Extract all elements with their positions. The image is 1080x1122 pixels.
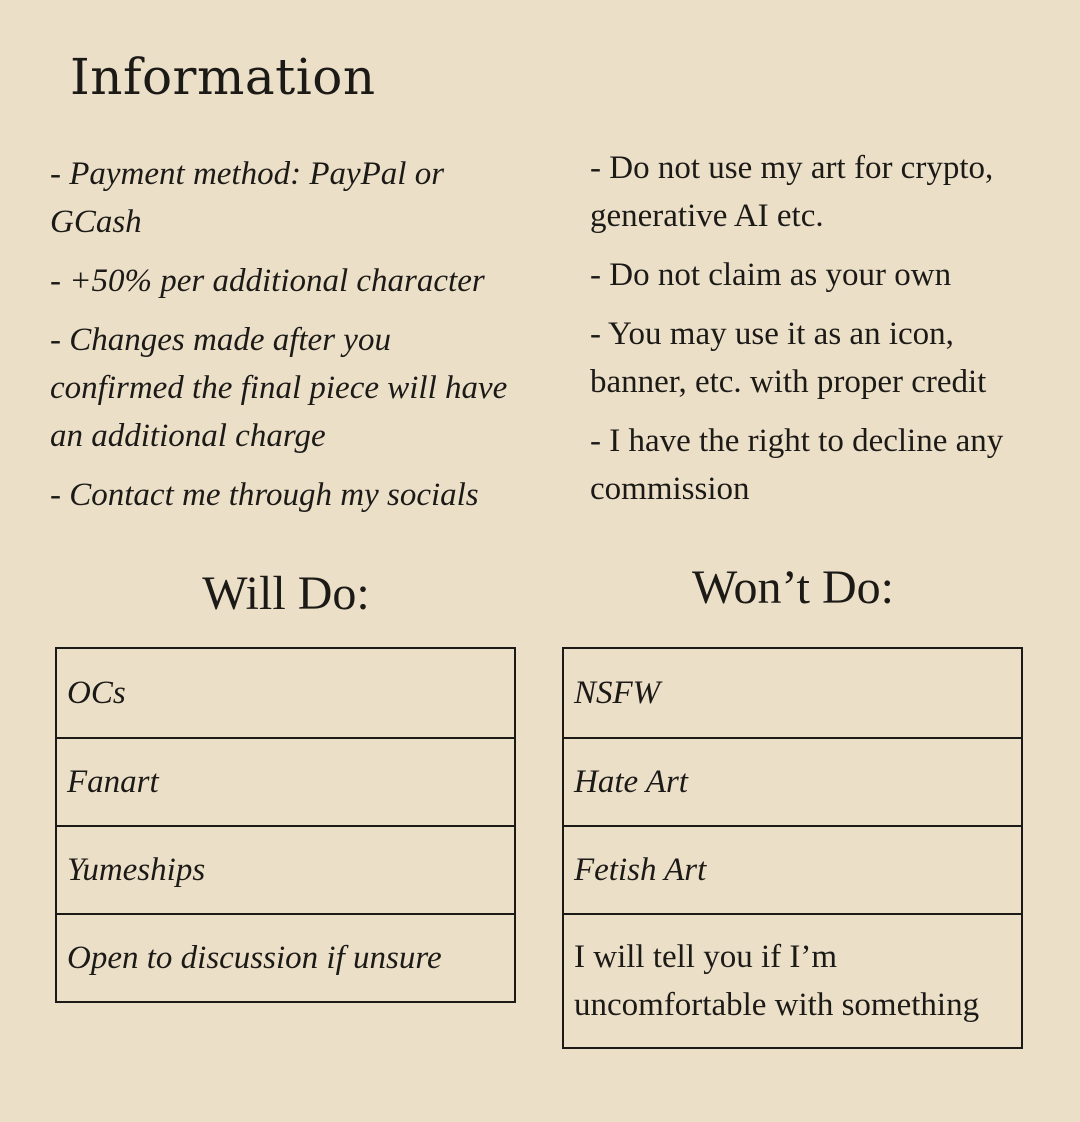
note-additional-character: - +50% per additional character: [50, 263, 485, 299]
will-do-item: OCs: [67, 675, 126, 711]
note-no-claiming: - Do not claim as your own: [590, 257, 952, 293]
note-right-to-decline: - I have the right to decline any commission: [590, 423, 1004, 507]
will-do-item: Yumeships: [57, 825, 514, 913]
will-do-item: Fanart: [57, 737, 514, 825]
wont-do-table: [562, 647, 1023, 1049]
wont-do-heading: Won’t Do:: [692, 561, 894, 614]
left-notes-list: [50, 150, 520, 530]
note-usage-credit: - You may use it as an icon, banner, etc. with proper credit: [590, 316, 987, 400]
note-changes-charge: - Changes made after you confirmed the final piece will have an additional charge: [50, 322, 508, 454]
wont-do-item: NSFW: [574, 675, 661, 711]
wont-do-item: Hate Art: [564, 737, 1021, 825]
will-do-table: [55, 647, 516, 1003]
wont-do-item: Fetish Art: [564, 825, 1021, 913]
wont-do-item: I will tell you if I’m uncomfortable with something: [564, 913, 1021, 1047]
note-payment-method: - Payment method: PayPal or GCash: [50, 156, 445, 240]
note-no-crypto-ai: - Do not use my art for crypto, generative AI etc.: [590, 150, 994, 234]
will-do-heading: Will Do:: [202, 567, 370, 620]
page-title: Information: [70, 48, 376, 106]
right-notes-list: [590, 144, 1030, 524]
note-contact: - Contact me through my socials: [50, 477, 479, 513]
will-do-item: Open to discussion if unsure: [57, 913, 514, 1001]
